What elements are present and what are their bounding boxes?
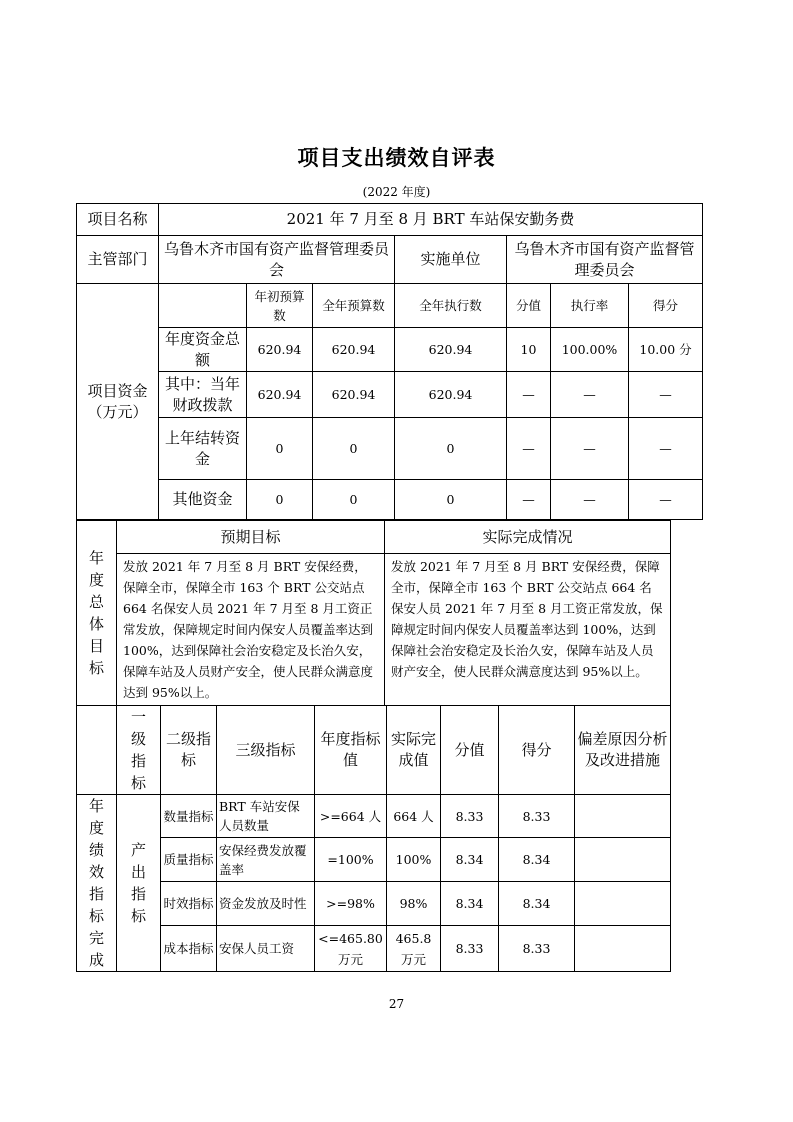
page-subtitle: (2022 年度) (362, 185, 431, 199)
funds-cell: — (629, 480, 703, 520)
dept-label: 主管部门 (77, 236, 159, 284)
funds-cell: 10.00 分 (629, 328, 703, 372)
indicator-score: 8.33 (499, 795, 575, 838)
funds-cell: — (507, 372, 551, 418)
indicator-score: 8.33 (499, 926, 575, 972)
funds-cell: 620.94 (395, 372, 507, 418)
funds-cell: 10 (507, 328, 551, 372)
funds-cell: 0 (395, 480, 507, 520)
header-level1: 一级指标 (117, 706, 161, 795)
funds-cell: — (551, 418, 629, 480)
funds-row-label: 年度资金总额 (159, 328, 247, 372)
funds-header: 年初预算数 (247, 284, 313, 328)
indicator-level1: 产出指标 (130, 841, 146, 925)
funds-header: 执行率 (551, 284, 629, 328)
indicator-level2: 时效指标 (161, 881, 217, 926)
funds-cell: 620.94 (313, 372, 395, 418)
goal-label: 年度总体目标 (88, 549, 104, 677)
funds-row-label: 上年结转资金 (159, 418, 247, 480)
funds-cell: 100.00% (551, 328, 629, 372)
header-score: 得分 (499, 706, 575, 795)
funds-cell: 620.94 (247, 372, 313, 418)
header-actual: 实际完成值 (387, 706, 441, 795)
indicator-actual: 664 人 (387, 795, 441, 838)
indicators-table (76, 705, 671, 972)
indicator-actual: 98% (387, 881, 441, 926)
funds-header: 分值 (507, 284, 551, 328)
project-name-value: 2021 年 7 月至 8 月 BRT 车站保安勤务费 (159, 204, 703, 236)
funds-cell: 0 (313, 418, 395, 480)
indicator-target: >=98% (315, 881, 387, 926)
indicator-level3: 安保人员工资 (217, 926, 315, 972)
funds-header: 全年预算数 (313, 284, 395, 328)
exec-unit-value: 乌鲁木齐市国有资产监督管理委员会 (507, 236, 703, 284)
header-score-value: 分值 (441, 706, 499, 795)
project-name-label: 项目名称 (77, 204, 159, 236)
indicator-score-value: 8.34 (441, 838, 499, 881)
indicator-score-value: 8.33 (441, 926, 499, 972)
expected-text: 发放 2021 年 7 月至 8 月 BRT 安保经费，保障全市，保障全市 163 个 BRT 公交站点 664 名保安人员 2021 年 7 月至 8 月工资正常发放，保障规定时间内保安人员覆盖率达到 100%，达到保障社会治安稳定及长治久安，保障车站及人员财产安全，使人民群众满意度达到 95%以上。 (117, 554, 385, 706)
indicator-target: >=664 人 (315, 795, 387, 838)
goal-label-cell (77, 521, 117, 706)
indicator-section-cell (77, 795, 117, 972)
funds-cell: — (507, 418, 551, 480)
funds-cell: 620.94 (313, 328, 395, 372)
indicator-level2: 数量指标 (161, 795, 217, 838)
funds-cell: 620.94 (395, 328, 507, 372)
funds-row-label: 其中：当年财政拨款 (159, 372, 247, 418)
indicator-score: 8.34 (499, 838, 575, 881)
funds-cell: — (629, 418, 703, 480)
funds-header: 得分 (629, 284, 703, 328)
actual-text: 发放 2021 年 7 月至 8 月 BRT 安保经费，保障全市，保障全市 163 个 BRT 公交站点 664 名保安人员 2021 年 7 月至 8 月工资正常发放，保障规定时间内保安人员覆盖率达到 100%，达到保障社会治安稳定及长治久安，保障车站及人员财产安全，使人民群众满意度达到 95%以上。 (385, 554, 671, 706)
funds-label: 项目资金（万元） (77, 284, 159, 520)
funds-row-label: 其他资金 (159, 480, 247, 520)
indicator-section-label: 年度绩效指标完成 (88, 797, 104, 969)
dept-value: 乌鲁木齐市国有资产监督管理委员会 (159, 236, 395, 284)
funds-cell: — (551, 480, 629, 520)
funds-cell: 0 (395, 418, 507, 480)
funds-cell: — (551, 372, 629, 418)
indicator-deviation (575, 881, 671, 926)
actual-label: 实际完成情况 (385, 521, 671, 554)
indicator-level3: 资金发放及时性 (217, 881, 315, 926)
indicator-level2: 成本指标 (161, 926, 217, 972)
indicator-target: <=465.80 万元 (315, 926, 387, 972)
page-number: 27 (388, 997, 405, 1011)
header-level3: 三级指标 (217, 706, 315, 795)
header-level2: 二级指标 (161, 706, 217, 795)
indicator-deviation (575, 795, 671, 838)
header-deviation: 偏差原因分析及改进措施 (575, 706, 671, 795)
funds-cell: 620.94 (247, 328, 313, 372)
indicator-level2: 质量指标 (161, 838, 217, 881)
goals-table (76, 520, 671, 706)
indicator-actual: 100% (387, 838, 441, 881)
funds-header-blank (159, 284, 247, 328)
indicator-deviation (575, 926, 671, 972)
funds-cell: — (629, 372, 703, 418)
funds-table (76, 203, 703, 520)
indicator-score-value: 8.34 (441, 881, 499, 926)
indicator-target: =100% (315, 838, 387, 881)
funds-cell: 0 (313, 480, 395, 520)
funds-cell: 0 (247, 480, 313, 520)
indicator-level1-cell (117, 795, 161, 972)
page-title: 项目支出绩效自评表 (297, 146, 496, 170)
indicator-deviation (575, 838, 671, 881)
indicator-score-value: 8.33 (441, 795, 499, 838)
funds-cell: — (507, 480, 551, 520)
indicator-level3: BRT 车站安保人员数量 (217, 795, 315, 838)
indicator-actual: 465.8 万元 (387, 926, 441, 972)
indicator-level3: 安保经费发放覆盖率 (217, 838, 315, 881)
exec-unit-label: 实施单位 (395, 236, 507, 284)
indicator-header-blank (77, 706, 117, 795)
funds-header: 全年执行数 (395, 284, 507, 328)
header-target: 年度指标值 (315, 706, 387, 795)
indicator-score: 8.34 (499, 881, 575, 926)
expected-label: 预期目标 (117, 521, 385, 554)
funds-cell: 0 (247, 418, 313, 480)
